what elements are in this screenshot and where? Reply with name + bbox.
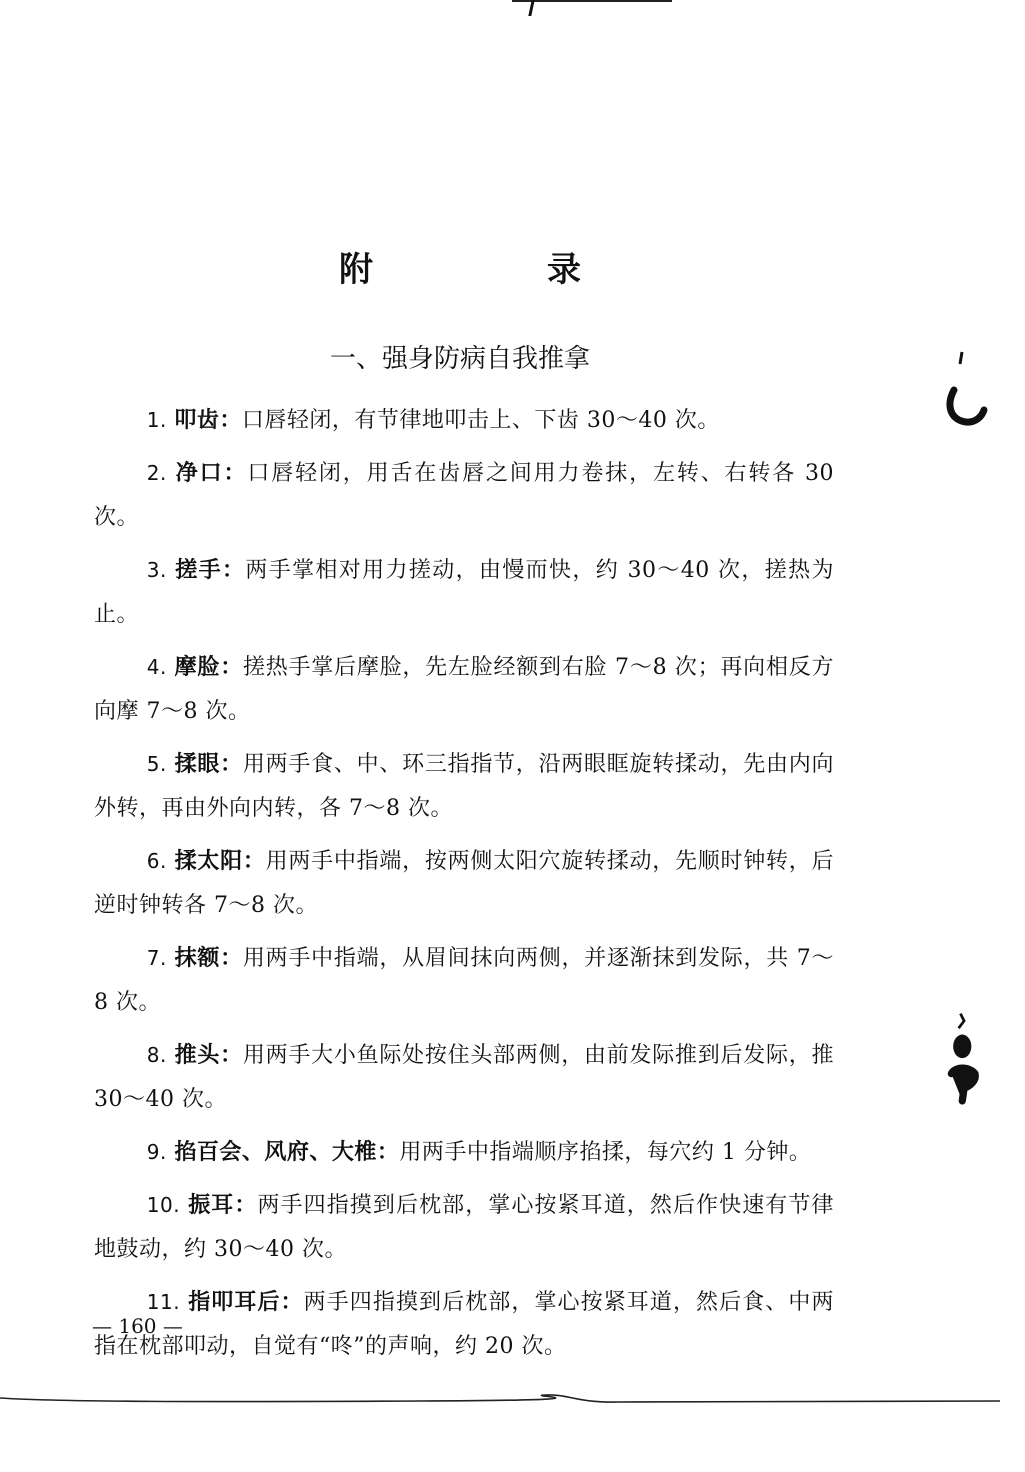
page-title: 附 录 — [339, 250, 651, 290]
item-number: 4. — [146, 655, 167, 679]
list-item — [94, 742, 834, 831]
item-term: 揉太阳： — [174, 848, 266, 874]
list-item — [94, 645, 834, 734]
item-number: 7. — [146, 946, 167, 970]
item-list — [94, 398, 834, 1377]
item-text: 用两手中指端，从眉间抹向两侧，并逐渐抹到发际，共 7～8 次。 — [94, 946, 834, 1015]
item-text: 用两手中指端，按两侧太阳穴旋转揉动，先顺时钟转，后逆时钟转各 7～8 次。 — [94, 849, 834, 918]
item-number: 3. — [146, 558, 167, 582]
item-term: 振耳： — [188, 1192, 258, 1218]
item-text: 用两手中指端顺序掐揉，每穴约 1 分钟。 — [399, 1140, 812, 1165]
item-term: 摩脸： — [174, 654, 243, 680]
list-item — [94, 1130, 834, 1175]
list-item — [94, 936, 834, 1025]
item-text: 搓热手掌后摩脸，先左脸经额到右脸 7～8 次；再向相反方向摩 7～8 次。 — [94, 655, 834, 724]
scan-artifact-margin-mark — [940, 1010, 990, 1110]
page-number: — 160 — — [92, 1314, 183, 1338]
list-item — [94, 1183, 834, 1272]
list-item — [94, 548, 834, 637]
list-item — [94, 839, 834, 928]
item-number: 9. — [146, 1140, 167, 1164]
item-text: 用两手食、中、环三指指节，沿两眼眶旋转揉动，先由内向外转，再由外向内转，各 7～8 次。 — [94, 752, 834, 821]
scan-artifact-top — [512, 0, 672, 10]
item-text: 两手四指摸到后枕部，掌心按紧耳道，然后作快速有节律地鼓动，约 30～40 次。 — [94, 1193, 834, 1262]
scan-artifact-bottom-rule — [0, 1394, 1000, 1406]
item-term: 抹额： — [174, 945, 243, 971]
item-number: 2. — [146, 461, 167, 485]
item-text: 口唇轻闭，用舌在齿唇之间用力卷抹，左转、右转各 30 次。 — [94, 461, 834, 530]
item-number: 8. — [146, 1043, 167, 1067]
list-item — [94, 1033, 834, 1122]
list-item — [94, 451, 834, 540]
section-heading: 一、强身防病自我推拿 — [329, 344, 590, 374]
item-term: 叩齿： — [174, 407, 242, 433]
item-term: 推头： — [174, 1042, 243, 1068]
item-term: 净口： — [175, 460, 248, 486]
item-text: 口唇轻闭，有节律地叩击上、下齿 30～40 次。 — [241, 408, 720, 433]
item-term: 掐百会、风府、大椎： — [174, 1139, 400, 1165]
item-text: 用两手大小鱼际处按住头部两侧，由前发际推到后发际，推 30～40 次。 — [94, 1043, 834, 1112]
item-term: 搓手： — [175, 557, 246, 583]
scan-artifact-margin-mark — [940, 350, 990, 450]
item-number: 5. — [146, 752, 167, 776]
item-number: 1. — [146, 408, 167, 432]
item-number: 11. — [146, 1290, 181, 1314]
list-item — [94, 398, 834, 443]
list-item — [94, 1280, 834, 1369]
item-term: 指叩耳后： — [188, 1289, 304, 1315]
item-term: 揉眼： — [174, 751, 243, 777]
item-text: 两手掌相对用力搓动，由慢而快，约 30～40 次，搓热为止。 — [94, 558, 834, 627]
item-number: 10. — [146, 1193, 181, 1217]
item-number: 6. — [146, 849, 167, 873]
item-text: 两手四指摸到后枕部，掌心按紧耳道，然后食、中两指在枕部叩动，自觉有“咚”的声响，约 20 次。 — [94, 1290, 834, 1359]
